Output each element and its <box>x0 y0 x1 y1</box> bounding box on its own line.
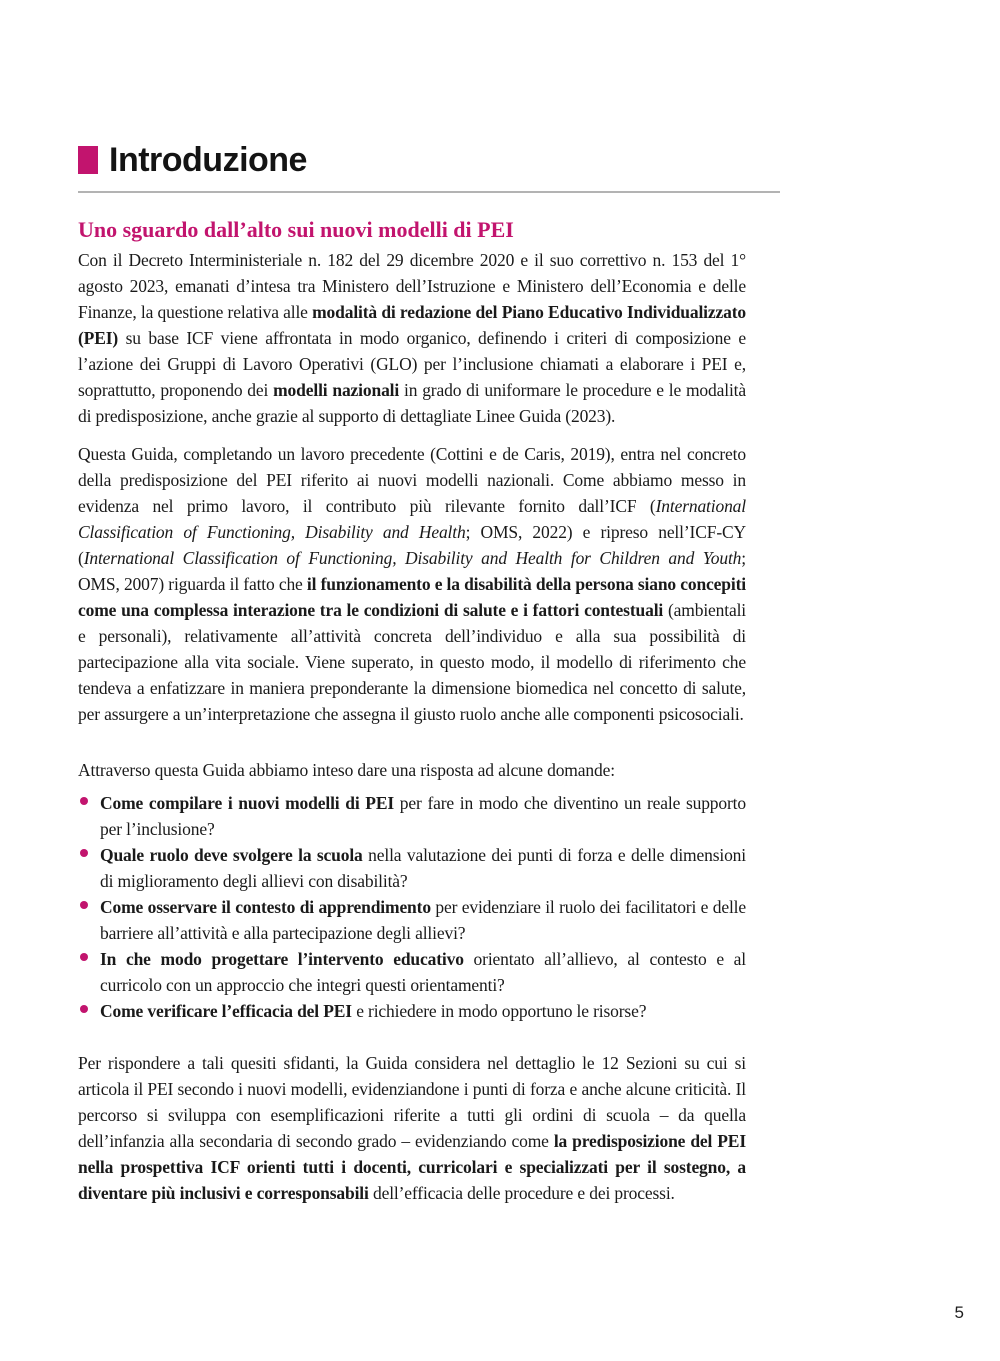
question-list <box>78 790 746 1024</box>
section-square-icon <box>78 146 98 174</box>
list-item <box>78 946 746 998</box>
page-number: 5 <box>954 1303 964 1322</box>
chapter-header <box>78 143 746 177</box>
bullet-icon <box>80 1005 88 1013</box>
header-divider <box>78 191 780 193</box>
list-item <box>78 790 746 842</box>
bullet-icon <box>80 797 88 805</box>
paragraph-2: Questa Guida, completando un lavoro precedente (Cottini e de Caris, 2019), entra nel concreto della predisposizione del PEI riferito ai nuovi modelli nazionali. Come abbiamo messo in evidenza nel primo lavoro, il contributo più rilevante fornito dall’ICF (International Classification of Functioning, Disability and Health; OMS, 2022) e ripreso nell’ICF-CY (International Classification of Functioning, Disability and Health for Children and Youth; OMS, 2007) riguarda il fatto che il funzionamento e la disabilità della persona siano concepiti come una complessa interazione tra le condizioni di salute e i fattori contestuali (ambientali e personali), relativamente all’attività concreta dell’individuo e alla sua possibilità di partecipazione alla vita sociale. Viene superato, in questo modo, il modello di riferimento che tendeva a enfatizzare in maniera preponderante la dimensione biomedica nel concetto di salute, per assurgere a un’interpretazione che assegna il giusto ruolo anche alle componenti psicosociali. <box>78 444 747 725</box>
list-item-text: Come compilare i nuovi modelli di PEI per fare in modo che diventino un reale supporto per l’inclusione? <box>100 793 746 840</box>
list-item-text: Come verificare l’efficacia del PEI e richiedere in modo opportuno le risorse? <box>100 1001 647 1022</box>
list-item-text: Come osservare il contesto di apprendimento per evidenziare il ruolo dei facilitatori e delle barriere all’attività e alla partecipazione degli allievi? <box>100 897 746 944</box>
paragraph-1: Con il Decreto Interministeriale n. 182 del 29 dicembre 2020 e il suo correttivo n. 153 del 1° agosto 2023, emanati d’intesa tra Ministero dell’Istruzione e Ministero dell’Economia e delle Finanze, la questione relativa alle modalità di redazione del Piano Educativo Individualizzato (PEI) su base ICF viene affrontata in modo organico, definendo i criteri di composizione e l’azione dei Gruppi di Lavoro Operativi (GLO) per l’inclusione chiamati a elaborare i PEI e, soprattutto, proponendo dei modelli nazionali in grado di uniformare le procedure e le modalità di predisposizione, anche grazie al supporto di dettagliate Linee Guida (2023). <box>78 250 747 427</box>
closing-paragraph: Per rispondere a tali quesiti sfidanti, la Guida considera nel dettaglio le 12 Sezioni su cui si articola il PEI secondo i nuovi modelli, evidenziandone i punti di forza e anche alcune criticità. Il percorso si sviluppa con esemplificazioni riferite a tutti gli ordini di scuola – da quella dell’infanzia alla secondaria di secondo grado – evidenziando come la predisposizione del PEI nella prospettiva ICF orienti tutti i docenti, curricolari e specializzati per il sostegno, a diventare più inclusivi e corresponsabili dell’efficacia delle procedure e dei processi. <box>78 1053 746 1204</box>
list-intro: Attraverso questa Guida abbiamo inteso dare una risposta ad alcune domande: <box>78 760 615 781</box>
list-item-text: In che modo progettare l’intervento educativo orientato all’allievo, al contesto e al curricolo con un approccio che integri questi orientamenti? <box>100 949 746 996</box>
bullet-icon <box>80 901 88 909</box>
content-column <box>78 143 746 1206</box>
list-item <box>78 894 746 946</box>
bullet-icon <box>80 953 88 961</box>
page-title: Introduzione <box>109 141 307 179</box>
list-item <box>78 842 746 894</box>
list-item <box>78 998 746 1024</box>
bullet-icon <box>80 849 88 857</box>
section-heading: Uno sguardo dall’alto sui nuovi modelli di PEI <box>78 217 514 242</box>
list-item-text: Quale ruolo deve svolgere la scuola nella valutazione dei punti di forza e delle dimensioni di miglioramento degli allievi con disabilità? <box>100 845 746 892</box>
